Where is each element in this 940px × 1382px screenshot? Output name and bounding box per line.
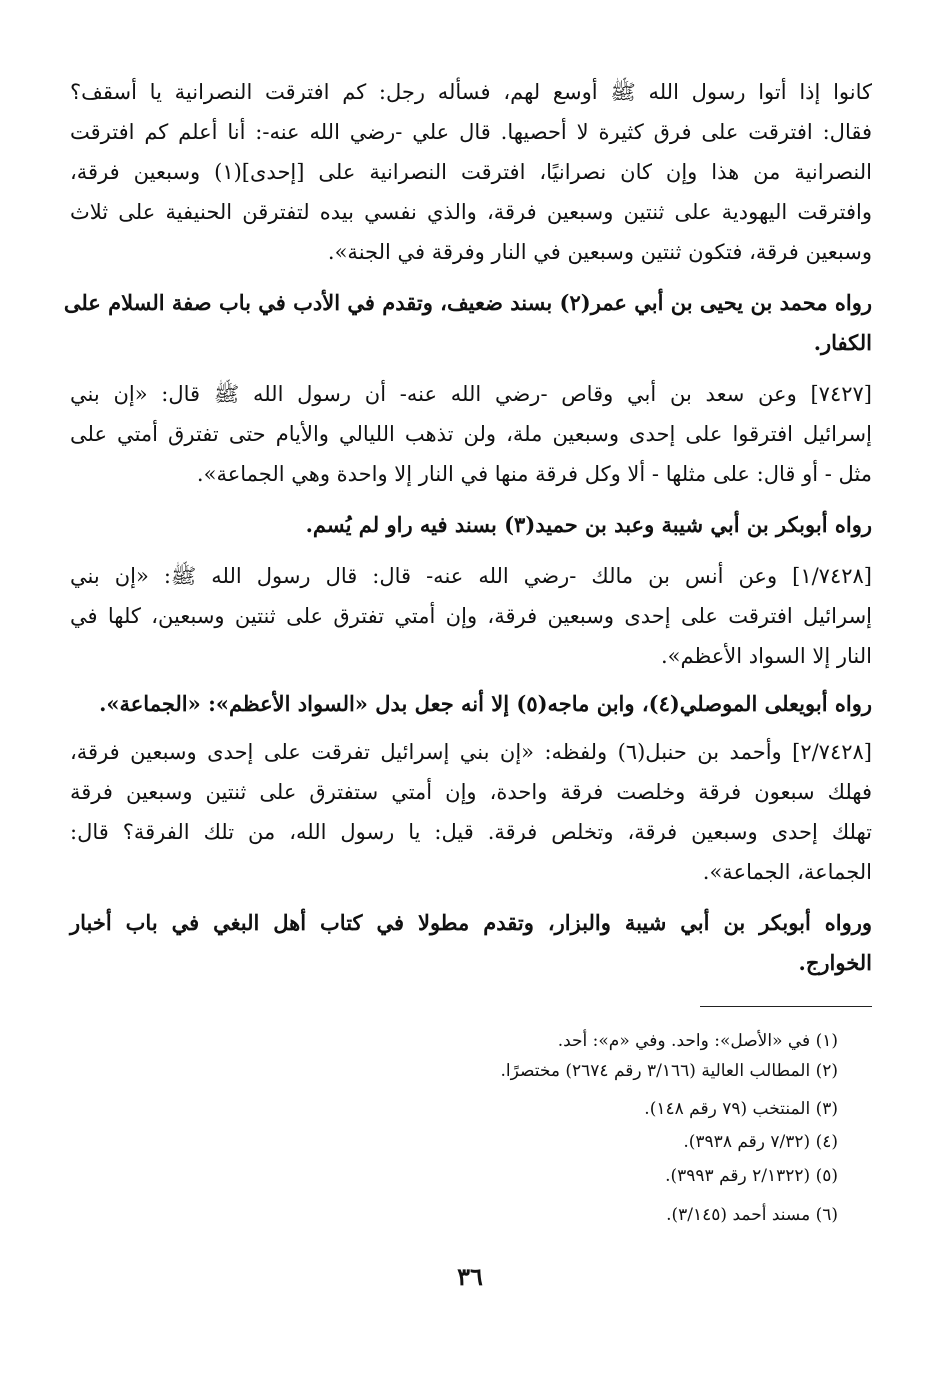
footnote: (٤) (٧/٣٢ رقم ٣٩٣٨). xyxy=(683,1132,838,1152)
footnote: (٦) مسند أحمد (٣/١٤٥). xyxy=(666,1205,838,1225)
source-line: رواه محمد بن يحيى بن أبي عمر(٢) بسند ضعيف، وتقدم في الأدب في باب صفة السلام على xyxy=(63,290,872,315)
footnote: (٥) (٢/١٣٢٢ رقم ٣٩٩٣). xyxy=(665,1166,838,1186)
text-line: فهلك سبعون فرقة وخلصت فرقة واحدة، وإن أمتي ستفترق على ثنتين وسبعين فرقة xyxy=(70,780,872,804)
text-line: مثل - أو قال: على مثلها - ألا وكل فرقة منها في النار إلا واحدة وهي الجماعة». xyxy=(196,462,872,486)
text-line: النار إلا السواد الأعظم». xyxy=(660,644,872,668)
source-line: الخوارج. xyxy=(798,950,872,975)
text-line: تهلك إحدى وسبعين فرقة، وتخلص فرقة. قيل: يا رسول الله، من تلك الفرقة؟ قال: xyxy=(70,820,872,844)
page-number: ٣٦ xyxy=(457,1262,483,1291)
text-line: [٢/٧٤٢٨] وأحمد بن حنبل(٦) ولفظه: «إن بني إسرائيل تفرقت على إحدى وسبعين فرقة، xyxy=(70,740,872,764)
text-line: الجماعة، الجماعة». xyxy=(702,860,872,884)
footnote: (٣) المنتخب (٧٩ رقم ١٤٨). xyxy=(644,1099,838,1119)
text-line: إسرائيل افترقت على إحدى وسبعين فرقة، وإن أمتي تفترق على ثنتين وسبعين، كلها في xyxy=(70,604,872,628)
text-line: [٧٤٢٧] وعن سعد بن أبي وقاص -رضي الله عنه- أن رسول الله ﷺ قال: «إن بني xyxy=(70,382,872,406)
text-line: النصرانية من هذا وإن كان نصرانيًا، افترقت النصرانية على [إحدى](١) وسبعين فرقة، xyxy=(70,160,872,184)
text-line: وافترقت اليهودية على ثنتين وسبعين فرقة، والذي نفسي بيده لتفترقن الحنيفية على ثلاث xyxy=(70,200,872,224)
source-line: ورواه أبوبكر بن أبي شيبة والبزار، وتقدم مطولا في كتاب أهل البغي في باب أخبار xyxy=(70,910,872,935)
source-line: الكفار. xyxy=(813,330,872,355)
text-line: وسبعين فرقة، فتكون ثنتين وسبعين في النار وفرقة في الجنة». xyxy=(327,240,872,264)
text-line: فقال: افترقت على فرق كثيرة لا أحصيها. قال علي -رضي الله عنه-: أنا أعلم كم افترقت xyxy=(70,120,872,144)
text-line: [١/٧٤٢٨] وعن أنس بن مالك -رضي الله عنه- قال: قال رسول الله ﷺ: «إن بني xyxy=(70,564,872,588)
footnote: (١) في «الأصل»: واحد. وفي «م»: أحد. xyxy=(557,1031,838,1051)
text-line: كانوا إذا أتوا رسول الله ﷺ أوسع لهم، فسأله رجل: كم افترقت النصرانية يا أسقف؟ xyxy=(70,80,872,104)
footnote: (٢) المطالب العالية (٣/١٦٦ رقم ٢٦٧٤) مختصرًا. xyxy=(500,1061,838,1081)
text-line: إسرائيل افترقوا على إحدى وسبعين ملة، ولن تذهب الليالي والأيام حتى تفترق أمتي على xyxy=(70,422,872,446)
footnote-divider xyxy=(700,1006,872,1007)
source-line: رواه أبويعلى الموصلي(٤)، وابن ماجه(٥) إلا أنه جعل بدل «السواد الأعظم»: «الجماعة». xyxy=(99,691,872,716)
source-line: رواه أبوبكر بن أبي شيبة وعبد بن حميد(٣) بسند فيه راو لم يُسم. xyxy=(305,512,872,537)
